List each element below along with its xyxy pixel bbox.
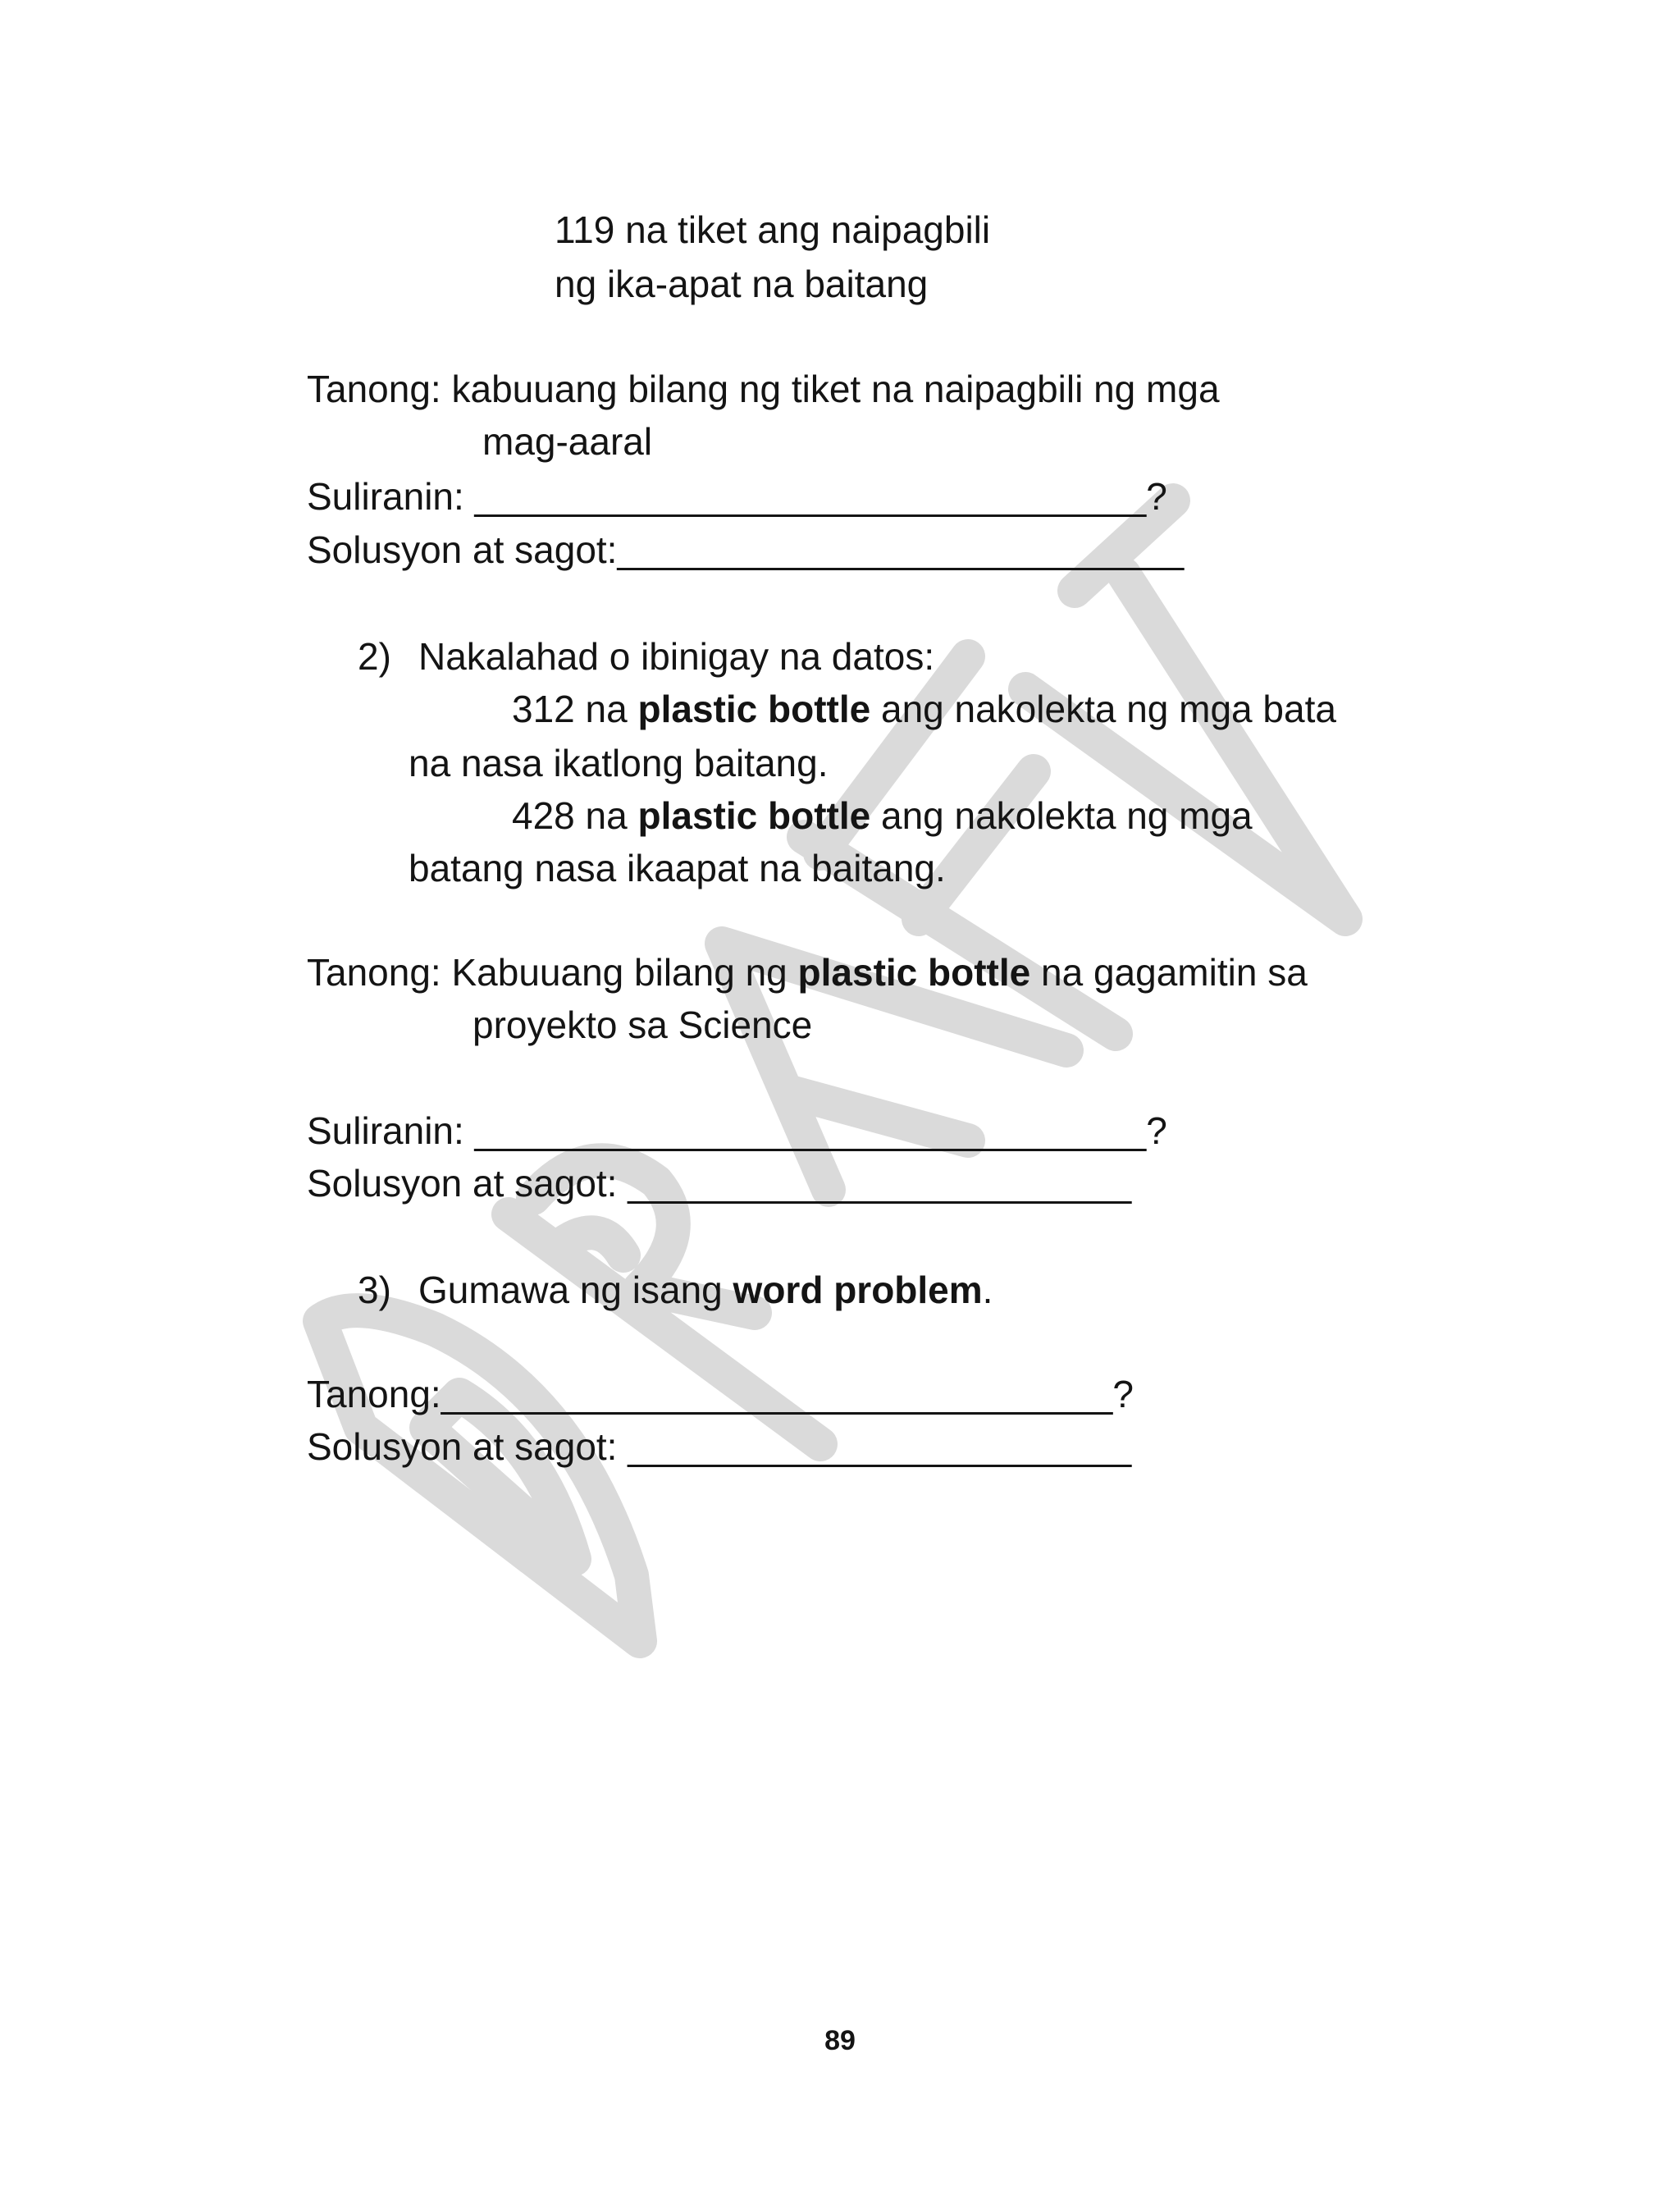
p2-tanong-prefix: Kabuuang bilang ng (441, 951, 798, 994)
p2-tanong-label: Tanong: (307, 951, 441, 994)
p2-tanong-continuation: proyekto sa Science (472, 1004, 813, 1046)
p2-tanong-suffix: na gagamitin sa (1030, 951, 1308, 994)
p2-solusyon-label: Solusyon at sagot: (307, 1162, 618, 1205)
p3-instruction-suffix: . (982, 1269, 993, 1311)
p3-tanong-blank[interactable]: ________________________________ (441, 1373, 1113, 1415)
p3-solusyon-blank[interactable]: ________________________ (617, 1425, 1132, 1468)
p2-datum2-continuation: batang nasa ikaapat na baitang. (409, 847, 946, 889)
p3-instruction-prefix: Gumawa ng isang (418, 1269, 733, 1311)
p2-datum2-bold: plastic bottle (637, 794, 871, 837)
p3-tanong-label: Tanong: (307, 1373, 441, 1415)
p3-tanong (307, 1371, 1134, 1417)
p3-solusyon-label: Solusyon at sagot: (307, 1425, 618, 1468)
p3-instruction (418, 1267, 993, 1313)
p2-tanong-bold: plastic bottle (797, 951, 1031, 994)
p2-number: 2) (358, 635, 391, 678)
p2-datum2 (512, 793, 1253, 839)
p2-intro: Nakalahad o ibinigay na datos: (418, 635, 935, 678)
p2-datum1-continuation: na nasa ikatlong baitang. (409, 742, 829, 784)
p1-given-line1: 119 na tiket ang naipagbili (555, 208, 991, 251)
p1-suliranin-question-mark: ? (1146, 475, 1167, 518)
p2-solusyon-blank[interactable]: ________________________ (617, 1162, 1132, 1205)
p3-tanong-question-mark: ? (1112, 1373, 1134, 1415)
p2-tanong (307, 949, 1308, 995)
p2-datum2-suffix: ang nakolekta ng mga (870, 794, 1253, 837)
p2-suliranin (307, 1108, 1167, 1154)
p2-suliranin-label: Suliranin: (307, 1109, 464, 1152)
p1-tanong-continuation: mag-aaral (482, 420, 653, 463)
p1-given-line2: ng ika-apat na baitang (555, 263, 929, 305)
p1-tanong (307, 366, 1220, 412)
p2-datum1-prefix: 312 na (512, 688, 638, 730)
p1-tanong-text: kabuuang bilang ng tiket na naipagbili ng mga (451, 368, 1220, 410)
p1-solusyon-label: Solusyon at sagot: (307, 528, 618, 571)
p3-number: 3) (358, 1269, 391, 1311)
p1-suliranin-label: Suliranin: (307, 475, 464, 518)
p2-datum2-prefix: 428 na (512, 794, 638, 837)
p2-suliranin-blank[interactable]: ________________________________ (463, 1109, 1147, 1152)
p1-suliranin-blank[interactable]: ________________________________ (463, 475, 1147, 518)
p1-tanong-label: Tanong: (307, 368, 441, 410)
p2-datum1-bold: plastic bottle (637, 688, 871, 730)
p2-solusyon (307, 1160, 1131, 1206)
p3-solusyon (307, 1424, 1131, 1470)
p1-solusyon-blank[interactable]: ___________________________ (617, 528, 1185, 571)
p2-suliranin-question-mark: ? (1146, 1109, 1167, 1152)
p3-instruction-bold: word problem (733, 1269, 983, 1311)
p1-solusyon (307, 527, 1184, 573)
page-number: 89 (824, 2025, 856, 2056)
p2-datum1 (512, 686, 1336, 732)
p1-suliranin (307, 473, 1167, 519)
p2-datum1-suffix: ang nakolekta ng mga bata (870, 688, 1336, 730)
